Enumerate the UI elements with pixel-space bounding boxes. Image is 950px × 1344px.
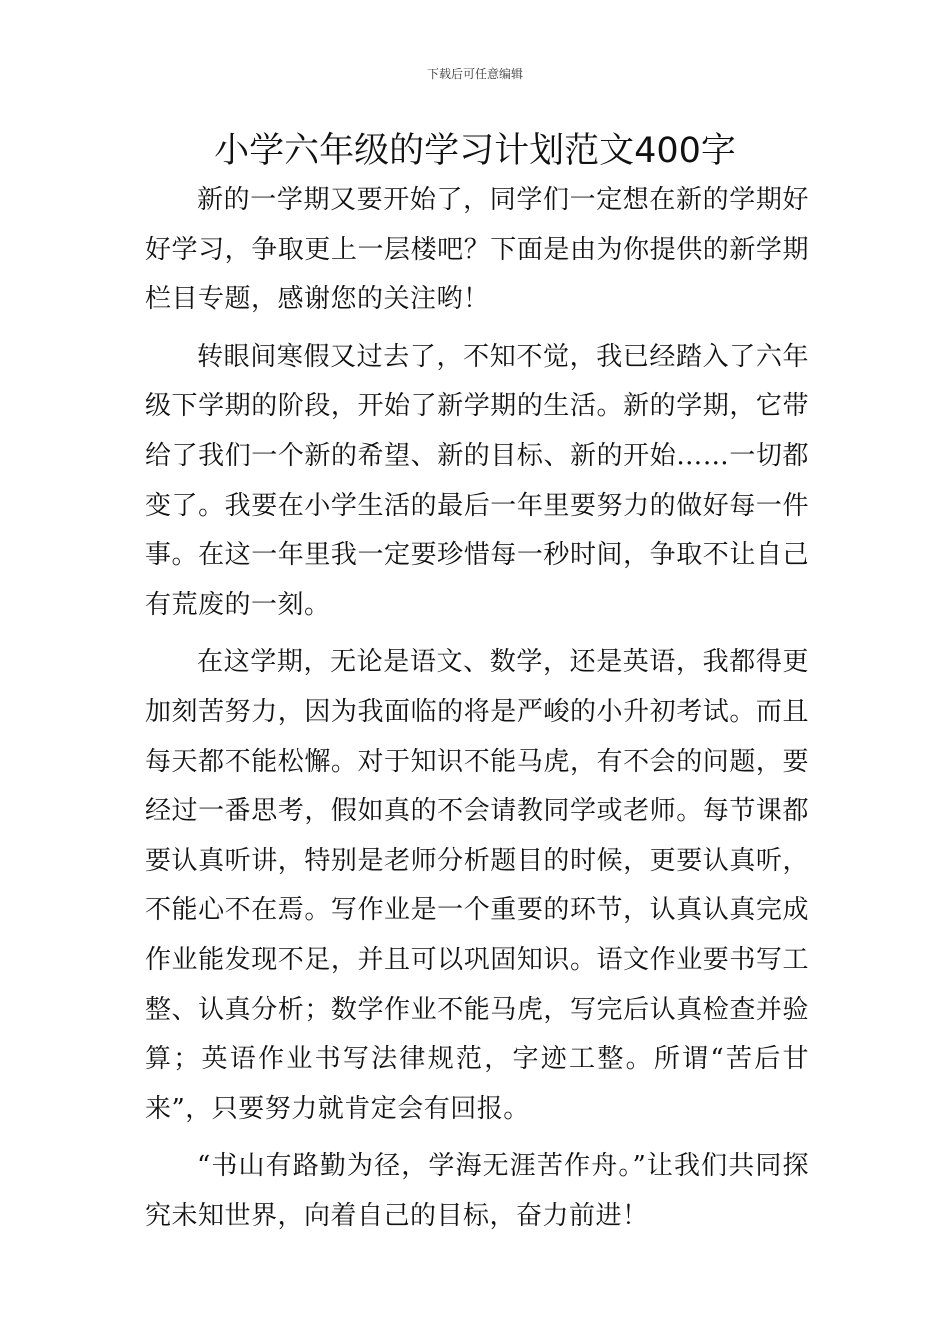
paragraph-semester-start: 转眼间寒假又过去了，不知不觉，我已经踏入了六年级下学期的阶段，开始了新学期的生活。新的学期，它带给了我们一个新的希望、新的目标、新的开始……一切都变了。我要在小学生活的最后一年里要努力的做好每一件事。在这一年里我一定要珍惜每一秒时间，争取不让自己有荒废的一刻。 [145,341,809,620]
paragraph-study-plan: 在这学期，无论是语文、数学，还是英语，我都得更加刻苦努力，因为我面临的将是严峻的小升初考试。而且每天都不能松懈。对于知识不能马虎，有不会的问题，要经过一番思考，假如真的不会请教同学或老师。每节课都要认真听讲，特别是老师分析题目的时候，更要认真听，不能心不在焉。写作业是一个重要的环节，认真认真完成作业能发现不足，并且可以巩固知识。语文作业要书写工整、认真分析；数学作业不能马虎，写完后认真检查并验算；英语作业书写法律规范，字迹工整。所谓“苦后甘来”，只要努力就肯定会有回报。 [145,647,809,1124]
paragraph-closing: “书山有路勤为径，学海无涯苦作舟。”让我们共同探究未知世界，向着自己的目标，奋力前进！ [145,1151,809,1231]
header-note: 下载后可任意编辑 [426,67,523,81]
document-body [145,176,809,1241]
paragraph-intro: 新的一学期又要开始了，同学们一定想在新的学期好好学习，争取更上一层楼吧？下面是由为你提供的新学期栏目专题，感谢您的关注哟！ [145,185,809,315]
document-title: 小学六年级的学习计划范文400字 [214,131,736,171]
